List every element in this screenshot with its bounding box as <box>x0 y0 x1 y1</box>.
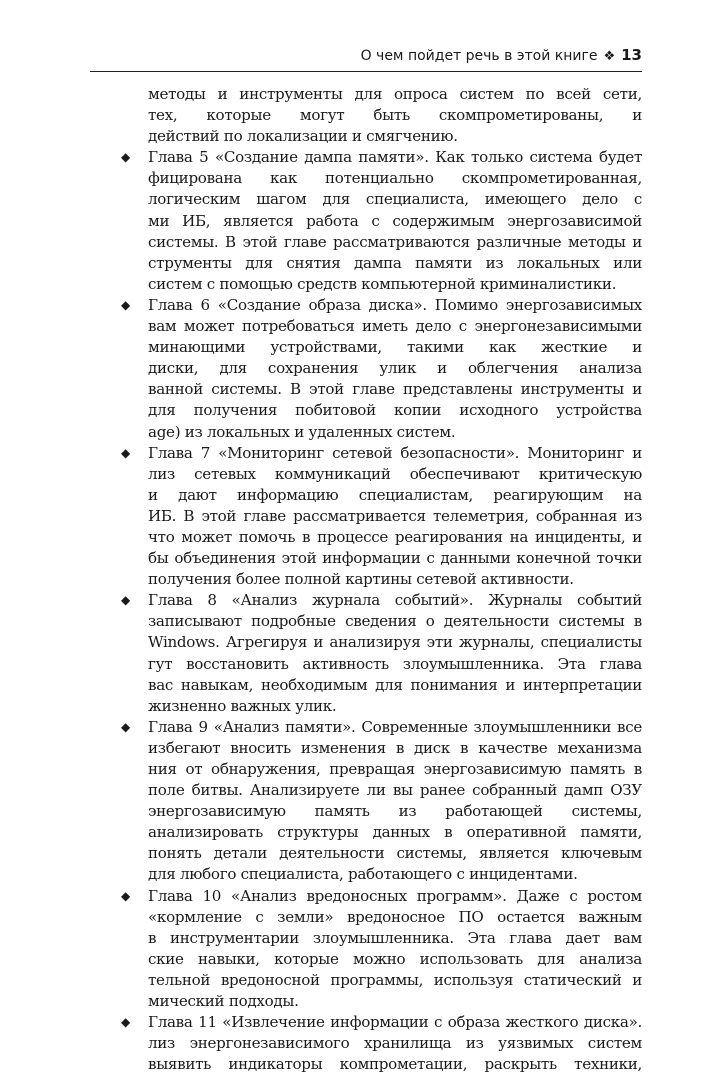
text-line: логическим шагом для специалиста, имеющего дело с <box>148 190 642 209</box>
running-header-title: О чем пойдет речь в этой книге <box>360 48 598 64</box>
text-line: ми ИБ, является работа с содержимым энергозависимой <box>148 211 642 230</box>
page-number: 13 <box>621 46 642 64</box>
text-line: age) из локальных и удаленных систем. <box>148 422 456 441</box>
bullet-icon: ◆ <box>121 1015 130 1030</box>
text-line: ванной системы. В этой главе представлены инструменты и <box>148 380 642 399</box>
text-line: получения более полной картины сетевой активности. <box>148 570 574 589</box>
list-item <box>90 886 642 1013</box>
text-line: методы и инструменты для опроса систем по всей сети, <box>148 85 642 103</box>
text-line: мический подходы. <box>148 992 299 1011</box>
text-line: ИБ. В этой главе рассматривается телеметрия, собранная из <box>148 506 642 525</box>
text-line: бы объединения этой информации с данными конечной точки <box>148 549 642 568</box>
list-item <box>90 147 642 295</box>
running-header <box>90 46 642 72</box>
list-item <box>90 295 642 443</box>
list-item <box>90 443 642 591</box>
text-line: гут восстановить активность злоумышленника. Эта глава <box>148 654 642 673</box>
text-line: диски, для сохранения улик и облегчения анализа <box>148 359 642 378</box>
list-item <box>90 717 642 886</box>
header-rule <box>90 71 642 72</box>
text-line: что может помочь в процессе реагирования на инциденты, и <box>148 527 642 546</box>
text-line: Глава 8 «Анализ журнала событий». Журналы событий <box>148 591 642 610</box>
bullet-icon: ◆ <box>121 445 130 460</box>
bullet-icon: ◆ <box>121 297 130 312</box>
text-line: анализировать структуры данных в оперативной памяти, <box>148 823 642 842</box>
text-line: Windows. Агрегируя и анализируя эти журналы, специалисты <box>148 633 642 652</box>
text-line: систем с помощью средств компьютерной криминалистики. <box>148 274 617 293</box>
chapter-list <box>90 147 642 1075</box>
text-line: Глава 9 «Анализ памяти». Современные злоумышленники все <box>148 717 642 736</box>
text-line: Глава 5 «Создание дампа памяти». Как только система будет <box>148 148 642 167</box>
body-text <box>90 84 642 1075</box>
text-line: понять детали деятельности системы, является ключевым <box>148 844 642 863</box>
continuation-paragraph <box>90 84 642 147</box>
text-line: тельной вредоносной программы, используя статический и <box>148 970 642 989</box>
text-line: в инструментарии злоумышленника. Эта глава дает вам <box>148 928 642 947</box>
bullet-icon: ◆ <box>121 150 130 165</box>
bullet-icon: ◆ <box>121 593 130 608</box>
text-line: избегают вносить изменения в диск в качестве механизма <box>148 738 642 757</box>
text-line: вам может потребоваться иметь дело с энергонезависимыми <box>148 317 642 336</box>
text-line: Глава 10 «Анализ вредоносных программ». Даже с ростом <box>148 886 642 905</box>
text-line: и дают информацию специалистам, реагирующим на <box>148 485 642 504</box>
text-line: ские навыки, которые можно использовать для анализа <box>148 949 642 968</box>
text-line: жизненно важных улик. <box>148 696 337 715</box>
text-line: записывают подробные сведения о деятельности системы в <box>148 612 642 631</box>
fleuron-separator-icon: ❖ <box>603 49 616 64</box>
text-line: Глава 11 «Извлечение информации с образа жесткого диска». <box>148 1013 642 1032</box>
text-line: выявить индикаторы компрометации, раскрыть техники, <box>148 1055 642 1074</box>
text-line: ния от обнаружения, превращая энергозависимую память в <box>148 760 642 778</box>
text-line: вас навыкам, необходимым для понимания и интерпретации <box>148 675 642 694</box>
text-line: минающими устройствами, такими как жесткие и <box>148 338 642 357</box>
list-item <box>90 590 642 717</box>
text-line: энергозависимую память из работающей системы, <box>148 802 642 821</box>
list-item <box>90 1012 642 1075</box>
text-line: поле битвы. Анализируете ли вы ранее собранный дамп ОЗУ <box>148 781 642 800</box>
text-line: фицирована как потенциально скомпрометированная, <box>148 169 642 188</box>
bullet-icon: ◆ <box>121 719 130 734</box>
text-line: лиз сетевых коммуникаций обеспечивают критическую <box>148 464 642 483</box>
text-line: струменты для снятия дампа памяти из локальных или <box>148 253 642 272</box>
text-line: тех, которые могут быть скомпрометированы, и <box>148 106 642 125</box>
bullet-icon: ◆ <box>121 888 130 903</box>
text-line: действий по локализации и смягчению. <box>148 127 458 146</box>
text-line: для получения побитовой копии исходного устройства <box>148 401 642 420</box>
text-line: «кормление с земли» вредоносное ПО остается важным <box>148 907 642 926</box>
text-line: Глава 6 «Создание образа диска». Помимо энергозависимых <box>148 295 642 314</box>
text-line: Глава 7 «Мониторинг сетевой безопасности». Мониторинг и <box>148 443 642 462</box>
text-line: для любого специалиста, работающего с инцидентами. <box>148 865 578 884</box>
text-line: лиз энергонезависимого хранилища из уязвимых систем <box>148 1034 642 1053</box>
text-line: системы. В этой главе рассматриваются различные методы и <box>148 232 642 251</box>
